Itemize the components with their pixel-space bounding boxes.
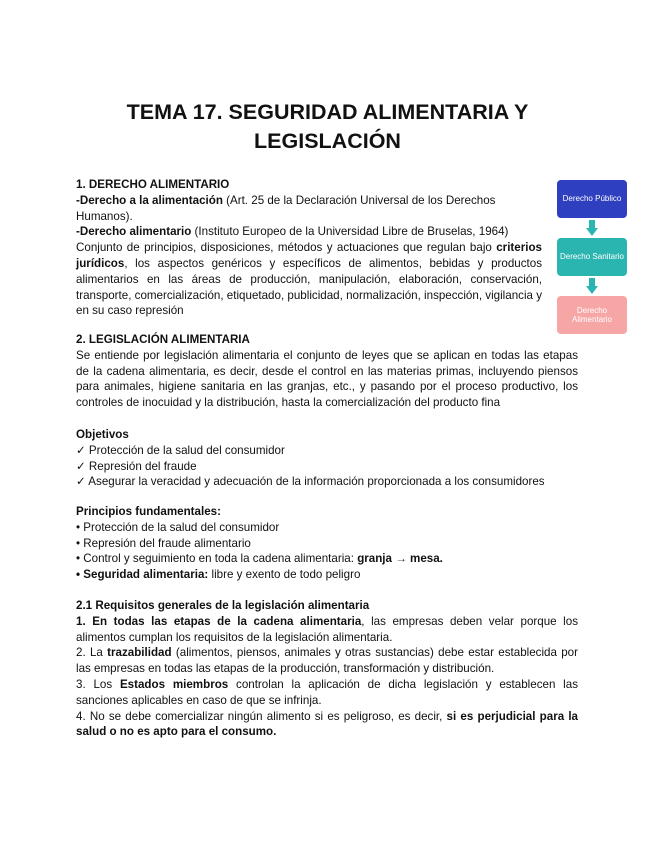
list-item: ✓ Asegurar la veracidad y adecuación de la información proporcionada a los consumidores <box>76 475 545 489</box>
p1-bold: 1. En todas las etapas de la cadena alimentaria <box>76 614 362 628</box>
arrow-down-icon <box>586 278 598 294</box>
box-derecho-alimentario: Derecho Alimentario <box>557 296 627 334</box>
list-item <box>76 567 578 583</box>
principios-heading: Principios fundamentales: <box>76 505 221 518</box>
derecho-alimentario-item <box>76 224 542 240</box>
title-line-1: TEMA 17. SEGURIDAD ALIMENTARIA Y <box>126 100 529 124</box>
p2-bold: trazabilidad <box>107 646 172 660</box>
requisito-2 <box>76 645 578 677</box>
item4-bold: Seguridad alimentaria: <box>83 568 209 582</box>
def-bold: criterios jurídicos <box>76 241 542 270</box>
section-derecho-alimentario <box>76 177 542 319</box>
section2-paragraph: Se entiende por legislación alimentaria el conjunto de leyes que se aplican en todas las etapas de la cadena alimentaria, es decir, desde el control en las materias primas, incluyendo piensos para animales, higiene sanitaria en las granjas, etc., y pasando por el proceso productivo, los controles de inocuidad y la distribución, hasta la comercialización del producto fina <box>76 348 578 410</box>
list-item: ✓ Protección de la salud del consumidor <box>76 443 285 457</box>
p1-rest: , las empresas deben velar porque los alimentos cumplan los requisitos de la legislación alimentaria. <box>76 614 578 644</box>
def-post: , los aspectos genéricos y específicos de alimentos, bebidas y productos alimentarios en las áreas de producción, manipulación, elaboración, conservación, transporte, comercialización, etiquetado, publicidad, normalización, inspección, vigilancia y en su caso represión <box>76 256 542 318</box>
arrow-down-icon <box>586 220 598 236</box>
principios-list <box>76 520 578 583</box>
derecho-alimentacion-item <box>76 193 542 225</box>
item3-pre: • Control y seguimiento en toda la cadena alimentaria: <box>76 552 358 566</box>
section-requisitos <box>76 598 578 740</box>
requisito-1 <box>76 614 578 646</box>
item2-rest: (Instituto Europeo de la Universidad Libre de Bruselas, 1964) <box>191 225 509 239</box>
p4-pre: 4. No se debe comercializar ningún alimento si es peligroso, es decir, <box>76 709 447 723</box>
section2-heading: 2. LEGISLACIÓN ALIMENTARIA <box>76 333 250 346</box>
item4-bullet: • <box>76 568 84 582</box>
item1-rest: (Art. 25 de la Declaración Universal de los Derechos Humanos). <box>76 193 496 223</box>
item2-bold: -Derecho alimentario <box>76 225 192 239</box>
p4-bold: si es perjudicial para la salud o no es apto para el consumo. <box>76 709 579 739</box>
p3-rest: controlan la aplicación de dicha legislación y establecen las sanciones aplicables en caso de que se infrinja. <box>76 677 578 707</box>
section-legislacion-alimentaria <box>76 332 578 411</box>
item1-bold: -Derecho a la alimentación <box>76 193 223 207</box>
section-principios <box>76 504 578 583</box>
objetivos-heading: Objetivos <box>76 428 129 441</box>
list-item: • Represión del fraude alimentario <box>76 536 251 550</box>
p2-pre: 2. La <box>76 646 108 660</box>
p2-rest: (alimentos, piensos, animales y otras sustancias) debe estar establecida por las empresas en todas las etapas de la producción, transformación y distribución. <box>76 646 578 676</box>
objetivos-list <box>76 443 578 490</box>
list-item: • Protección de la salud del consumidor <box>76 520 280 534</box>
section1-heading: 1. DERECHO ALIMENTARIO <box>76 178 230 191</box>
page-title <box>60 98 595 156</box>
section-objetivos <box>76 427 578 490</box>
box-derecho-publico: Derecho Público <box>557 180 627 218</box>
title-line-2: LEGISLACIÓN <box>254 129 401 153</box>
def-pre: Conjunto de principios, disposiciones, métodos y actuaciones que regulan bajo <box>76 241 497 255</box>
p3-pre: 3. Los <box>76 677 120 691</box>
list-item: ✓ Represión del fraude <box>76 459 197 473</box>
list-item <box>76 551 578 567</box>
section21-heading: 2.1 Requisitos generales de la legislación alimentaria <box>76 599 370 612</box>
definition-paragraph <box>76 240 542 319</box>
item3-bold: granja → mesa. <box>357 552 443 566</box>
requisito-3 <box>76 677 578 709</box>
requisito-4 <box>76 709 578 741</box>
box-derecho-sanitario: Derecho Sanitario <box>557 238 627 276</box>
p3-bold: Estados miembros <box>119 677 229 691</box>
item4-rest: libre y exento de todo peligro <box>208 568 361 582</box>
